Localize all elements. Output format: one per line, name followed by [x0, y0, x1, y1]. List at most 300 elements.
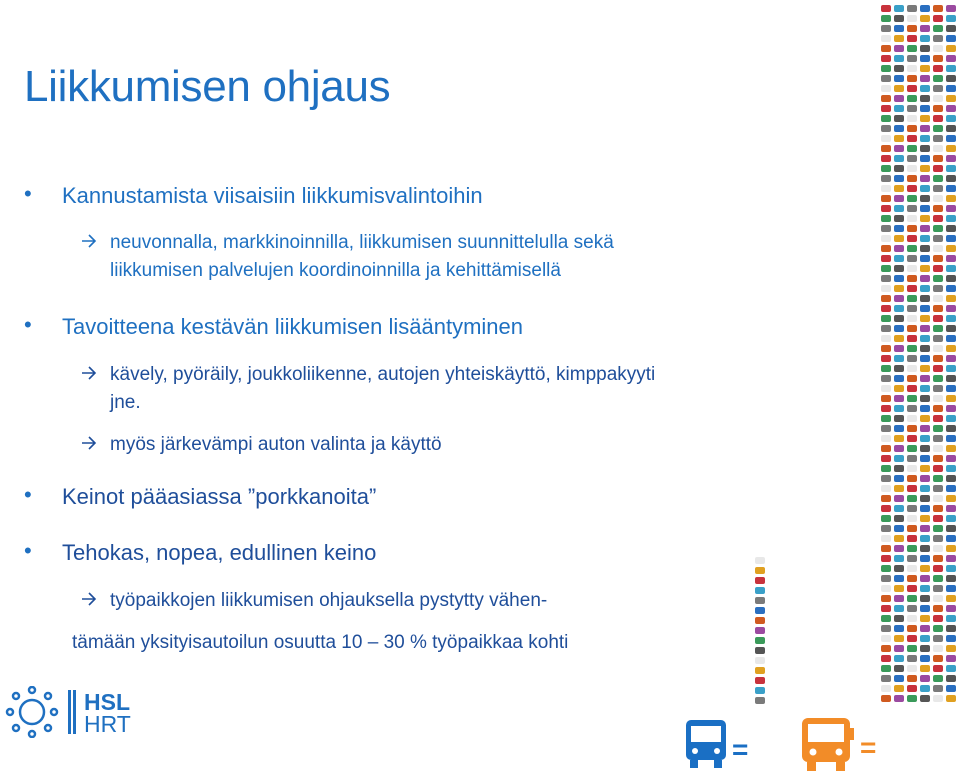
car-icon	[907, 555, 917, 562]
car-icon	[755, 677, 765, 684]
car-icon	[907, 345, 917, 352]
car-icon	[920, 15, 930, 22]
car-icon	[907, 445, 917, 452]
car-icon	[907, 45, 917, 52]
car-icon	[894, 355, 904, 362]
car-icon	[933, 415, 943, 422]
car-icon	[920, 555, 930, 562]
car-icon	[907, 625, 917, 632]
car-icon	[881, 205, 891, 212]
car-icon	[881, 95, 891, 102]
car-icon	[907, 85, 917, 92]
car-icon	[946, 265, 956, 272]
car-icon	[881, 65, 891, 72]
car-icon	[881, 575, 891, 582]
car-icon	[881, 105, 891, 112]
car-icon	[946, 75, 956, 82]
car-icon	[894, 475, 904, 482]
car-icon	[920, 495, 930, 502]
car-icon	[933, 605, 943, 612]
car-icon	[946, 375, 956, 382]
car-icon	[907, 215, 917, 222]
car-icon	[894, 35, 904, 42]
car-icon	[946, 325, 956, 332]
car-icon	[933, 125, 943, 132]
car-icon	[920, 625, 930, 632]
car-icon	[894, 85, 904, 92]
car-icon	[920, 405, 930, 412]
car-icon	[907, 245, 917, 252]
car-icon	[920, 115, 930, 122]
car-icon	[920, 265, 930, 272]
car-icon	[907, 115, 917, 122]
car-icon	[907, 185, 917, 192]
car-icon	[881, 415, 891, 422]
car-icon	[881, 195, 891, 202]
car-icon	[933, 365, 943, 372]
car-icon	[907, 635, 917, 642]
car-icon	[933, 245, 943, 252]
car-icon	[907, 535, 917, 542]
car-icon	[933, 615, 943, 622]
car-icon	[881, 235, 891, 242]
car-icon	[920, 685, 930, 692]
car-icon	[933, 585, 943, 592]
car-icon	[894, 185, 904, 192]
car-icon	[907, 135, 917, 142]
equals-sign-orange: =	[860, 732, 877, 763]
car-icon	[907, 515, 917, 522]
car-icon	[946, 445, 956, 452]
car-icon	[946, 235, 956, 242]
car-icon	[920, 565, 930, 572]
car-icon	[946, 605, 956, 612]
car-icon	[755, 577, 765, 584]
car-icon	[881, 495, 891, 502]
car-icon	[946, 565, 956, 572]
car-icon	[933, 215, 943, 222]
car-icon	[933, 545, 943, 552]
car-icon	[920, 545, 930, 552]
car-icon	[881, 135, 891, 142]
car-icon	[907, 275, 917, 282]
car-icon	[894, 295, 904, 302]
car-icon	[933, 405, 943, 412]
car-icon	[920, 445, 930, 452]
car-icon	[946, 395, 956, 402]
car-icon	[933, 495, 943, 502]
car-icon	[920, 395, 930, 402]
car-icon	[755, 557, 765, 564]
car-icon	[946, 295, 956, 302]
car-icon	[894, 205, 904, 212]
bullet-1-text: Kannustamista viisaisiin liikkumisvalintoihin	[62, 183, 483, 208]
car-icon	[920, 95, 930, 102]
car-icon	[907, 615, 917, 622]
car-icon	[920, 505, 930, 512]
car-icon	[894, 555, 904, 562]
car-icon	[881, 165, 891, 172]
car-icon	[894, 615, 904, 622]
car-icon	[933, 425, 943, 432]
car-icon	[894, 535, 904, 542]
car-icon	[920, 675, 930, 682]
car-icon	[894, 55, 904, 62]
car-icon	[907, 665, 917, 672]
car-icon	[946, 665, 956, 672]
car-icon	[946, 175, 956, 182]
car-icon	[907, 485, 917, 492]
car-icon	[920, 65, 930, 72]
car-icon	[894, 235, 904, 242]
car-icon	[894, 125, 904, 132]
car-icon	[894, 215, 904, 222]
car-icon	[755, 697, 765, 704]
car-icon	[946, 155, 956, 162]
car-icon	[946, 105, 956, 112]
car-icon	[933, 135, 943, 142]
car-icon	[933, 645, 943, 652]
bullet-2-text: Tavoitteena kestävän liikkumisen lisääntyminen	[62, 314, 524, 339]
car-icon	[920, 165, 930, 172]
car-icon	[946, 205, 956, 212]
car-icon	[907, 315, 917, 322]
car-icon	[933, 235, 943, 242]
car-icon	[920, 275, 930, 282]
car-icon	[933, 695, 943, 702]
car-icon	[881, 605, 891, 612]
car-icon	[894, 245, 904, 252]
car-icon	[881, 85, 891, 92]
car-icon	[920, 515, 930, 522]
car-icon	[946, 405, 956, 412]
car-icon	[894, 45, 904, 52]
car-icon	[894, 165, 904, 172]
car-icon	[881, 375, 891, 382]
car-icon	[881, 685, 891, 692]
car-icon	[920, 525, 930, 532]
car-icon	[946, 5, 956, 12]
car-icon	[920, 195, 930, 202]
car-icon	[933, 655, 943, 662]
car-icon	[920, 435, 930, 442]
car-icon	[933, 295, 943, 302]
car-icon	[881, 55, 891, 62]
car-grid-icon	[880, 4, 958, 704]
arrow-right-icon	[80, 362, 98, 384]
car-icon	[881, 695, 891, 702]
car-icon	[920, 35, 930, 42]
car-icon	[946, 515, 956, 522]
car-icon	[881, 245, 891, 252]
car-icon	[907, 285, 917, 292]
car-icon	[907, 255, 917, 262]
car-icon	[946, 615, 956, 622]
car-icon	[755, 587, 765, 594]
car-icon	[881, 445, 891, 452]
arrow-right-icon	[80, 230, 98, 252]
car-icon	[755, 617, 765, 624]
car-icon	[920, 245, 930, 252]
car-icon	[755, 567, 765, 574]
car-icon	[946, 285, 956, 292]
car-icon	[894, 635, 904, 642]
car-icon	[907, 35, 917, 42]
sub-2-line1: kävely, pyöräily, joukkoliikenne, autojen yhteiskäyttö, kimppakyyti	[110, 364, 656, 385]
car-icon	[907, 435, 917, 442]
car-icon	[907, 475, 917, 482]
car-icon	[920, 205, 930, 212]
car-icon	[881, 565, 891, 572]
car-icon	[933, 465, 943, 472]
car-icon	[933, 385, 943, 392]
car-icon	[920, 485, 930, 492]
car-icon	[946, 95, 956, 102]
car-icon	[881, 115, 891, 122]
car-icon	[881, 475, 891, 482]
sun-logo-icon	[4, 686, 60, 738]
car-icon	[933, 575, 943, 582]
car-icon	[907, 695, 917, 702]
car-icon	[920, 575, 930, 582]
car-icon	[946, 225, 956, 232]
car-icon	[894, 315, 904, 322]
car-icon	[933, 115, 943, 122]
car-icon	[907, 155, 917, 162]
bullet-dot: •	[24, 482, 32, 507]
car-icon	[933, 485, 943, 492]
car-icon	[881, 435, 891, 442]
car-icon	[933, 335, 943, 342]
car-icon	[946, 315, 956, 322]
car-icon	[894, 565, 904, 572]
car-icon	[894, 175, 904, 182]
car-icon	[881, 145, 891, 152]
car-icon	[920, 45, 930, 52]
car-icon	[894, 495, 904, 502]
car-icon	[894, 675, 904, 682]
car-icon	[946, 45, 956, 52]
car-icon	[907, 205, 917, 212]
car-icon	[946, 415, 956, 422]
car-icon	[755, 657, 765, 664]
logo-hrt: HRT	[84, 711, 131, 737]
car-icon	[933, 345, 943, 352]
car-icon	[920, 295, 930, 302]
car-icon	[933, 35, 943, 42]
car-icon	[907, 465, 917, 472]
car-icon	[920, 225, 930, 232]
car-icon	[881, 25, 891, 32]
car-icon	[933, 445, 943, 452]
car-icon	[907, 645, 917, 652]
car-icon	[894, 525, 904, 532]
car-icon	[881, 325, 891, 332]
car-icon	[907, 585, 917, 592]
logo-hsl: HSL	[84, 689, 130, 715]
car-icon	[881, 455, 891, 462]
car-icon	[894, 25, 904, 32]
car-icon	[881, 175, 891, 182]
car-icon	[755, 597, 765, 604]
car-icon	[933, 5, 943, 12]
car-icon	[881, 425, 891, 432]
car-icon	[946, 635, 956, 642]
car-icon	[907, 675, 917, 682]
car-icon	[933, 675, 943, 682]
car-icon	[946, 145, 956, 152]
sub-4-line1: työpaikkojen liikkumisen ohjauksella pystytty vähen-	[110, 590, 548, 611]
car-icon	[933, 255, 943, 262]
bullet-dot: •	[24, 312, 32, 337]
car-icon	[881, 305, 891, 312]
car-icon	[946, 85, 956, 92]
car-icon	[881, 555, 891, 562]
car-icon	[920, 145, 930, 152]
car-icon	[907, 225, 917, 232]
car-icon	[920, 185, 930, 192]
logo-divider	[73, 690, 76, 734]
car-icon	[933, 105, 943, 112]
car-icon	[933, 555, 943, 562]
car-icon	[933, 185, 943, 192]
car-icon	[881, 345, 891, 352]
car-icon	[933, 525, 943, 532]
sub-1-line1: neuvonnalla, markkinoinnilla, liikkumisen suunnittelulla sekä	[110, 232, 614, 253]
car-icon	[907, 95, 917, 102]
car-icon	[907, 455, 917, 462]
car-icon	[920, 175, 930, 182]
car-grid-icon	[754, 556, 776, 704]
car-icon	[894, 145, 904, 152]
car-icon	[946, 345, 956, 352]
car-icon	[907, 685, 917, 692]
car-icon	[881, 595, 891, 602]
car-icon	[946, 305, 956, 312]
car-icon	[946, 685, 956, 692]
car-icon	[881, 35, 891, 42]
car-icon	[894, 625, 904, 632]
car-icon	[933, 175, 943, 182]
car-icon	[894, 195, 904, 202]
car-icon	[933, 95, 943, 102]
bullet-dot: •	[24, 181, 32, 206]
car-icon	[933, 535, 943, 542]
car-icon	[881, 635, 891, 642]
car-icon	[946, 695, 956, 702]
car-icon	[881, 405, 891, 412]
car-icon	[894, 255, 904, 262]
car-icon	[933, 355, 943, 362]
car-icon	[894, 405, 904, 412]
car-icon	[946, 585, 956, 592]
car-icon	[894, 335, 904, 342]
car-icon	[894, 155, 904, 162]
car-icon	[920, 665, 930, 672]
car-icon	[946, 435, 956, 442]
car-icon	[920, 305, 930, 312]
car-icon	[907, 55, 917, 62]
car-icon	[894, 395, 904, 402]
car-icon	[933, 55, 943, 62]
car-icon	[907, 165, 917, 172]
car-icon	[946, 625, 956, 632]
car-icon	[881, 525, 891, 532]
car-icon	[881, 515, 891, 522]
car-icon	[946, 505, 956, 512]
car-icon	[907, 605, 917, 612]
car-icon	[907, 265, 917, 272]
car-icon	[946, 575, 956, 582]
equals-sign-blue: =	[732, 734, 749, 765]
car-icon	[946, 335, 956, 342]
car-icon	[920, 585, 930, 592]
car-icon	[933, 285, 943, 292]
car-icon	[907, 235, 917, 242]
car-icon	[907, 305, 917, 312]
car-icon	[894, 545, 904, 552]
car-icon	[907, 595, 917, 602]
car-icon	[933, 45, 943, 52]
car-icon	[894, 695, 904, 702]
car-icon	[755, 667, 765, 674]
car-icon	[933, 375, 943, 382]
car-icon	[920, 285, 930, 292]
car-icon	[894, 65, 904, 72]
car-icon	[920, 655, 930, 662]
car-icon	[907, 575, 917, 582]
car-icon	[881, 655, 891, 662]
car-icon	[933, 315, 943, 322]
car-icon	[920, 85, 930, 92]
car-icon	[920, 465, 930, 472]
car-icon	[946, 385, 956, 392]
bullet-3-text: Keinot pääasiassa ”porkkanoita”	[62, 484, 377, 509]
car-icon	[946, 485, 956, 492]
car-icon	[894, 435, 904, 442]
car-icon	[920, 25, 930, 32]
car-icon	[894, 345, 904, 352]
bus-orange-icon	[800, 714, 856, 772]
slide-title: Liikkumisen ohjaus	[24, 62, 391, 111]
car-icon	[920, 615, 930, 622]
car-icon	[894, 375, 904, 382]
car-icon	[881, 295, 891, 302]
car-icon	[920, 255, 930, 262]
car-icon	[881, 645, 891, 652]
car-icon	[933, 395, 943, 402]
car-icon	[933, 515, 943, 522]
car-icon	[907, 385, 917, 392]
car-icon	[946, 475, 956, 482]
car-icon	[920, 215, 930, 222]
car-icon	[881, 125, 891, 132]
car-icon	[881, 155, 891, 162]
car-icon	[881, 485, 891, 492]
car-icon	[946, 355, 956, 362]
car-icon	[894, 275, 904, 282]
car-icon	[920, 365, 930, 372]
car-icon	[907, 525, 917, 532]
car-icon	[881, 335, 891, 342]
car-icon	[946, 465, 956, 472]
car-icon	[920, 605, 930, 612]
sub-2-line2: jne.	[110, 392, 141, 413]
car-icon	[920, 535, 930, 542]
car-icon	[881, 255, 891, 262]
car-icon	[907, 395, 917, 402]
car-icon	[946, 215, 956, 222]
